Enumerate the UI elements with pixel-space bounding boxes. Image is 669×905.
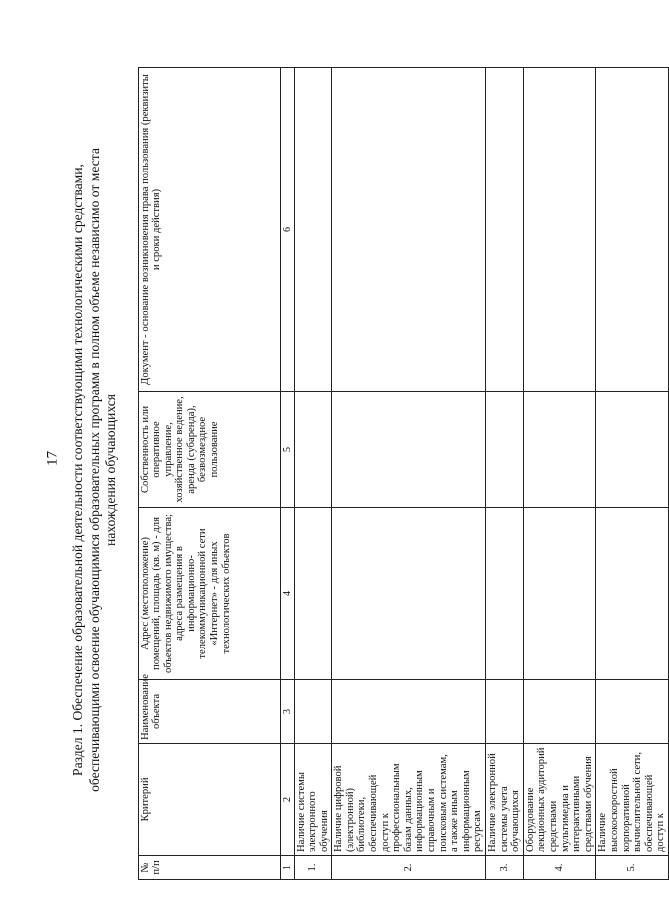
- header-document: Документ - основание возникновения права пользования (реквизиты и сроки действия): [138, 68, 280, 392]
- row-criterion: Наличие высокоскоростной корпоративной вычислительной сети, обеспечивающей доступ к: [596, 744, 669, 856]
- row-number: 4.: [523, 856, 596, 880]
- page-number: 17: [44, 451, 61, 466]
- row-ownership: [596, 392, 669, 508]
- row-document: [486, 68, 524, 392]
- row-document: [596, 68, 669, 392]
- row-document: [332, 68, 486, 392]
- row-address: [523, 508, 596, 680]
- column-number: 5: [280, 392, 294, 508]
- section-title-line: обеспечивающими освоение обучающимися образовательных программ в полном объеме независимо от места: [86, 148, 102, 792]
- row-criterion: Наличие электронной системы учета обучающихся: [486, 744, 524, 856]
- row-criterion: Наличие системы электронного обучения: [294, 744, 332, 856]
- row-ownership: [486, 392, 524, 508]
- column-number: 6: [280, 68, 294, 392]
- row-number: 1.: [294, 856, 332, 880]
- table-row: [523, 68, 596, 880]
- section-title: [70, 60, 120, 880]
- column-number: 3: [280, 680, 294, 744]
- column-number: 2: [280, 744, 294, 856]
- row-address: [332, 508, 486, 680]
- column-number: 4: [280, 508, 294, 680]
- row-object: [332, 680, 486, 744]
- row-document: [294, 68, 332, 392]
- row-criterion: Оборудование лекционных аудиторий средствами мультимедиа и интерактивными средствами обучения: [523, 744, 596, 856]
- section-title-line: нахождения обучающихся: [103, 393, 118, 547]
- rotated-page-content: [70, 60, 667, 880]
- row-criterion: Наличие цифровой (электронной) библиотеки, обеспечивающей доступ к профессиональным базам данных, информационным справочным и поисковым системам, а также иным информационным ресурсам: [332, 744, 486, 856]
- row-object: [596, 680, 669, 744]
- section-title-line: Раздел 1. Обеспечение образовательной деятельности соответствующими технологическими средствами,: [70, 164, 85, 776]
- table-row: [294, 68, 332, 880]
- row-address: [486, 508, 524, 680]
- column-number-row: [280, 68, 294, 880]
- table-row: [332, 68, 486, 880]
- table-row: [596, 68, 669, 880]
- row-number: 3.: [486, 856, 524, 880]
- header-ownership: Собственность или оперативное управление, хозяйственное ведение, аренда (субаренда), безвозмездное пользование: [138, 392, 280, 508]
- header-object-name: Наименование объекта: [138, 680, 280, 744]
- row-ownership: [523, 392, 596, 508]
- table-row: [486, 68, 524, 880]
- row-ownership: [294, 392, 332, 508]
- header-criterion: Критерий: [138, 744, 280, 856]
- row-address: [294, 508, 332, 680]
- row-object: [294, 680, 332, 744]
- technology-table: [138, 67, 669, 880]
- row-document: [523, 68, 596, 392]
- table-header-row: [138, 68, 280, 880]
- row-address: [596, 508, 669, 680]
- row-number: 2.: [332, 856, 486, 880]
- row-object: [523, 680, 596, 744]
- header-number: № п/п: [138, 856, 280, 880]
- row-number: 5.: [596, 856, 669, 880]
- row-ownership: [332, 392, 486, 508]
- header-address: Адрес (местоположение) помещений, площадь (кв. м) - для объектов недвижимого имущества; адреса размещения в информационно-телекоммуникационной сети «Интернет» - для иных технологических объектов: [138, 508, 280, 680]
- column-number: 1: [280, 856, 294, 880]
- row-object: [486, 680, 524, 744]
